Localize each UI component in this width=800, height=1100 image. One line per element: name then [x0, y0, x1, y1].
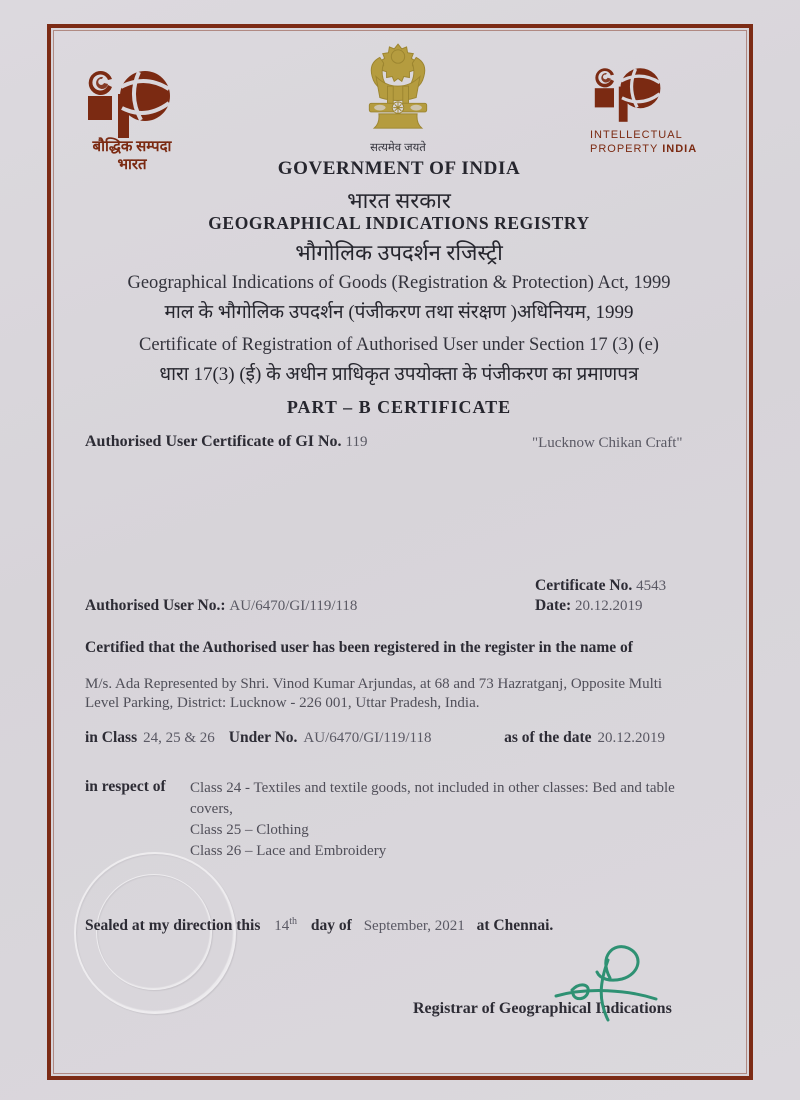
- sealed-month: September, 2021: [363, 918, 465, 934]
- gi-name: "Lucknow Chikan Craft": [532, 435, 683, 451]
- ip-logo-right-caption-line2: [590, 142, 720, 156]
- registrar-title: Registrar of Geographical Indications: [413, 1000, 672, 1017]
- certificate-no-value: 4543: [636, 578, 667, 594]
- authorised-user-no-row: [85, 597, 357, 615]
- sealed-at-text: at Chennai.: [476, 917, 554, 934]
- ip-logo-left-caption-line1: बौद्धिक सम्पदा: [92, 139, 172, 155]
- registrant-line1: M/s. Ada Represented by Shri. Vinod Kumar Arjundas, at 68 and 73 Hazratganj, Opposite Multi: [85, 676, 663, 692]
- certified-statement: Certified that the Authorised user has been registered in the register in the name of: [85, 639, 633, 656]
- as-of-date-label: as of the date: [504, 729, 592, 746]
- authorised-user-no-value: AU/6470/GI/119/118: [229, 598, 358, 614]
- title-gi-registry: GEOGRAPHICAL INDICATIONS REGISTRY: [208, 213, 590, 233]
- class-25-item: Class 25 – Clothing: [190, 822, 309, 838]
- title-gi-registry-hindi: भौगोलिक उपदर्शन रजिस्ट्री: [295, 240, 503, 265]
- ip-logo-right-caption-line1: INTELLECTUAL: [590, 129, 683, 141]
- goods-class-list: [190, 778, 695, 862]
- class-26-item: Class 26 – Lace and Embroidery: [190, 843, 387, 859]
- emblem-motto: सत्यमेव जयते: [370, 142, 426, 154]
- ip-logo-icon: [590, 62, 670, 124]
- date-label: Date:: [535, 597, 572, 614]
- under-no-value: AU/6470/GI/119/118: [303, 730, 432, 746]
- registrar-signature-icon: [548, 938, 660, 1026]
- date-row: [535, 597, 643, 615]
- certificate-no-label: Certificate No.: [535, 577, 633, 594]
- gi-number-row: [85, 433, 368, 451]
- in-class-value: 24, 25 & 26: [143, 730, 215, 746]
- class-underno-date-row: [85, 729, 665, 747]
- certificate-line-hindi: धारा 17(3) (ई) के अधीन प्राधिकृत उपयोक्ता के पंजीकरण का प्रमाणपत्र: [159, 364, 639, 385]
- as-of-date-value: 20.12.2019: [597, 730, 665, 746]
- registrant-line2: Level Parking, District: Lucknow - 226 001, Uttar Pradesh, India.: [85, 695, 480, 711]
- ip-logo-left-caption-line2: भारत: [117, 157, 147, 173]
- gi-number-value: 119: [345, 434, 368, 450]
- authorised-user-no-label: Authorised User No.:: [85, 597, 226, 614]
- sealed-line: [85, 916, 553, 935]
- act-line-english: Geographical Indications of Goods (Registration & Protection) Act, 1999: [127, 273, 671, 293]
- act-line-hindi: माल के भौगोलिक उपदर्शन (पंजीकरण तथा संरक्षण )अधिनियम, 1999: [164, 302, 634, 323]
- sealed-day-suffix: th: [289, 916, 298, 927]
- title-government-of-india: GOVERNMENT OF INDIA: [277, 158, 521, 179]
- title-bharat-sarkar: भारत सरकार: [347, 188, 451, 213]
- ip-india-logo-right: [590, 62, 720, 156]
- certificate-line-english: Certificate of Registration of Authorised User under Section 17 (3) (e): [139, 335, 659, 355]
- national-emblem: [348, 40, 448, 155]
- sealed-pre-text: Sealed at my direction this: [85, 917, 261, 934]
- in-class-label: in Class: [85, 729, 138, 746]
- ip-logo-right-property: PROPERTY: [590, 143, 659, 155]
- class-24-item: Class 24 - Textiles and textile goods, not included in other classes: Bed and table covers,: [190, 780, 675, 817]
- ashoka-emblem-icon: [355, 40, 441, 138]
- part-b-title: PART – B CERTIFICATE: [286, 397, 512, 417]
- ip-logo-icon: [82, 66, 182, 138]
- under-no-label: Under No.: [228, 729, 298, 746]
- certificate-no-row: [535, 577, 666, 595]
- ip-logo-right-india: INDIA: [662, 143, 698, 155]
- gi-number-label: Authorised User Certificate of GI No.: [85, 433, 342, 450]
- in-respect-of-label: in respect of: [85, 778, 166, 795]
- date-value: 20.12.2019: [575, 598, 643, 614]
- sealed-mid-text: day of: [310, 917, 352, 934]
- sealed-day: 14th: [274, 916, 298, 934]
